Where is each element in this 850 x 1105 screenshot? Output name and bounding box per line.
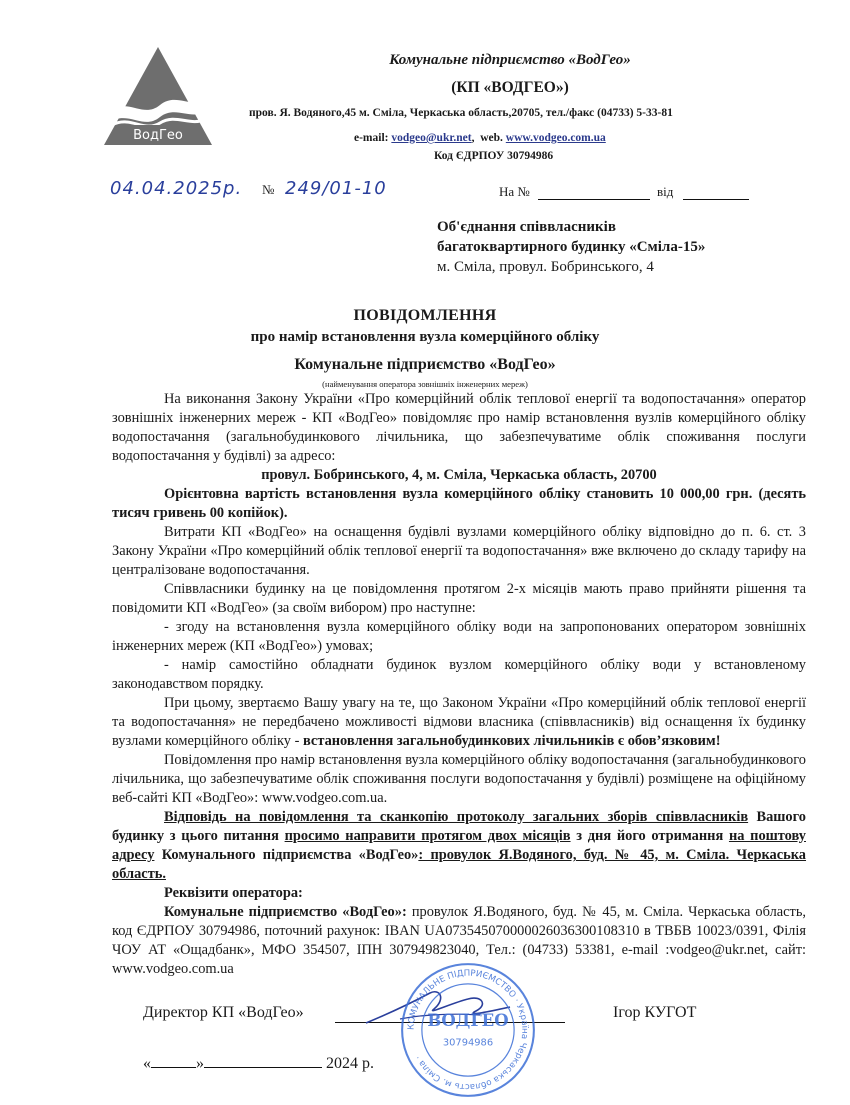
signature-position: Директор КП «ВодГео»	[143, 1004, 304, 1021]
date-year: 2024 р.	[326, 1055, 374, 1072]
addressee-line-3: м. Сміла, провул. Бобринського, 4	[437, 259, 654, 275]
addressee-line-1: Об'єднання співвласників	[437, 219, 616, 235]
email-label: e-mail:	[354, 132, 389, 144]
stamp-code: 30794986	[442, 1037, 494, 1049]
company-address: пров. Я. Водяного,45 м. Сміла, Черкаська область,20705, тел./факс (04733) 5-33-81	[249, 107, 673, 119]
paragraph-cost: Орієнтовна вартість встановлення вузла комерційного обліку становить 10 000,00 грн. (десять тисяч гривень 00 копійок).	[112, 486, 806, 521]
paragraph-mandatory	[112, 694, 806, 751]
incoming-date-label: від	[657, 184, 674, 199]
service-address: провул. Бобринського, 4, м. Сміла, Черкаська область, 20700	[261, 467, 657, 483]
reply-emphasis-3: на поштову адресу	[112, 828, 806, 863]
stamp-ring-text: КОМУНАЛЬНЕ ПІДПРИЄМСТВО · Україна Черкаська область м. Сміла ·	[406, 968, 530, 1092]
paragraph-expenses: Витрати КП «ВодГео» на оснащення будівлі вузлами комерційного обліку відповідно до п. 6. ст. 3 Закону України «Про комерційний облік теплової енергії та водопостачання» вже включено до складу тарифу на централізоване водопостачання.	[112, 524, 806, 578]
requisites-company: Комунальне підприємство «ВодГео»:	[164, 904, 407, 920]
logo-text: ВодГео	[133, 128, 183, 143]
notice-body	[112, 390, 806, 979]
reply-emphasis-4: : провулок Я.Водяного, буд. № 45, м. Сміла. Черкаська область.	[112, 847, 807, 882]
mandatory-text: При цьому, звертаємо Вашу увагу на те, що Законом України «Про комерційний облік теплової енергії та водопостачання» не передбачено можливості відмови власника (співвласників) від оснащення їх будинку вузлами комерційного обліку -	[112, 695, 806, 749]
paragraph-website: Повідомлення про намір встановлення вузла комерційного обліку водопостачання (загальнобудинкового лічильника, що забезпечуватиме облік споживання послуги водопостачання у будівлі) розміщене на офіційному веб-сайті КП «ВодГео»: www.vodgeo.com.ua.	[112, 752, 806, 806]
date-month-blank	[204, 1067, 322, 1068]
paragraph-reply	[112, 808, 806, 884]
outgoing-date: 04.04.2025р.	[110, 178, 243, 199]
notice-title: ПОВІДОМЛЕННЯ	[353, 307, 497, 324]
reply-emphasis-2: просимо направити протягом двох місяців	[284, 828, 571, 844]
date-day-blank	[151, 1067, 196, 1068]
company-short-name: (КП «ВОДГЕО»)	[451, 79, 569, 96]
requisites-title: Реквізити оператора:	[164, 885, 303, 901]
date-close-quote: »	[196, 1055, 204, 1072]
outgoing-number-label: №	[262, 182, 275, 197]
company-full-name: Комунальне підприємство «ВодГео»	[389, 52, 631, 68]
date-open-quote: «	[143, 1055, 151, 1072]
reply-text-2: з дня його отримання	[570, 828, 729, 844]
list-item-consent: - згоду на встановлення вузла комерційного обліку води на запропонованих оператором зовнішніх інженерних мереж (КП «ВодГео») умовах;	[112, 619, 806, 654]
incoming-date-blank	[683, 199, 749, 200]
requisites-details: провулок Я.Водяного, буд. № 45, м. Сміла. Черкаська область, код ЄДРПОУ 30794986, поточний рахунок: IBAN UA073545070000026036300108310 в ТВБВ 10023/0391, Філія ЧОУ АТ «Ощадбанк», МФО 354507, ІПН 307949823040, Тел.: (04733) 53381, e-mail :vodgeo@ukr.net, сайт: www.vodgeo.com.ua	[112, 904, 806, 977]
signature-date	[143, 1055, 374, 1073]
company-logo	[98, 45, 218, 150]
email-link[interactable]: vodgeo@ukr.net	[391, 132, 472, 144]
reply-text-1: Вашого будинку з цього питання	[112, 809, 806, 844]
list-item-self-install: - намір самостійно обладнати будинок вузлом комерційного обліку води у встановленому законодавством порядку.	[112, 657, 806, 692]
director-name: Ігор КУГОТ	[613, 1004, 697, 1021]
mandatory-exclamation: !	[715, 733, 721, 749]
reply-text-3: Комунального підприємства «ВодГео»	[154, 847, 419, 863]
reply-emphasis-1: Відповідь на повідомлення та сканкопію протоколу загальних зборів співвласників	[164, 809, 749, 825]
operator-name: Комунальне підприємство «ВодГео»	[294, 356, 556, 373]
web-link[interactable]: www.vodgeo.com.ua	[505, 132, 606, 144]
company-edrpou: Код ЄДРПОУ 30794986	[434, 150, 554, 162]
paragraph-intro: На виконання Закону України «Про комерційний облік теплової енергії та водопостачання» оператор зовнішніх інженерних мереж - КП «ВодГео» повідомляє про намір встановлення вузлів комерційного обліку водопостачання (загальнобудинкового лічильника, що забезпечуватиме облік споживання послуги водопостачання у будівлі) за адресо:	[112, 391, 806, 464]
incoming-number-label: На №	[499, 184, 530, 199]
outgoing-number: 249/01-10	[285, 178, 387, 199]
stamp-inner-text: ВОДГЕО	[427, 1010, 509, 1030]
reference-line	[110, 178, 760, 208]
operator-name-note: (найменування оператора зовнішніх інженерних мереж)	[322, 379, 528, 389]
addressee-line-2: багатоквартирного будинку «Сміла-15»	[437, 239, 706, 255]
web-label: web.	[480, 132, 503, 144]
paragraph-rights: Співвласники будинку на це повідомлення протягом 2-х місяців мають право прийняти рішення та повідомити КП «ВодГео» (за своїм вибором) про наступне:	[112, 581, 806, 616]
addressee-block	[437, 217, 817, 277]
incoming-number-blank	[538, 199, 650, 200]
mandatory-emphasis: встановлення загальнобудинкових лічильників є обов’язковим	[302, 733, 716, 749]
company-stamp	[383, 960, 553, 1100]
company-contacts: e-mail: vodgeo@ukr.net, web. www.vodgeo.com.ua	[354, 132, 606, 144]
notice-subtitle: про намір встановлення вузла комерційного обліку	[250, 329, 600, 345]
